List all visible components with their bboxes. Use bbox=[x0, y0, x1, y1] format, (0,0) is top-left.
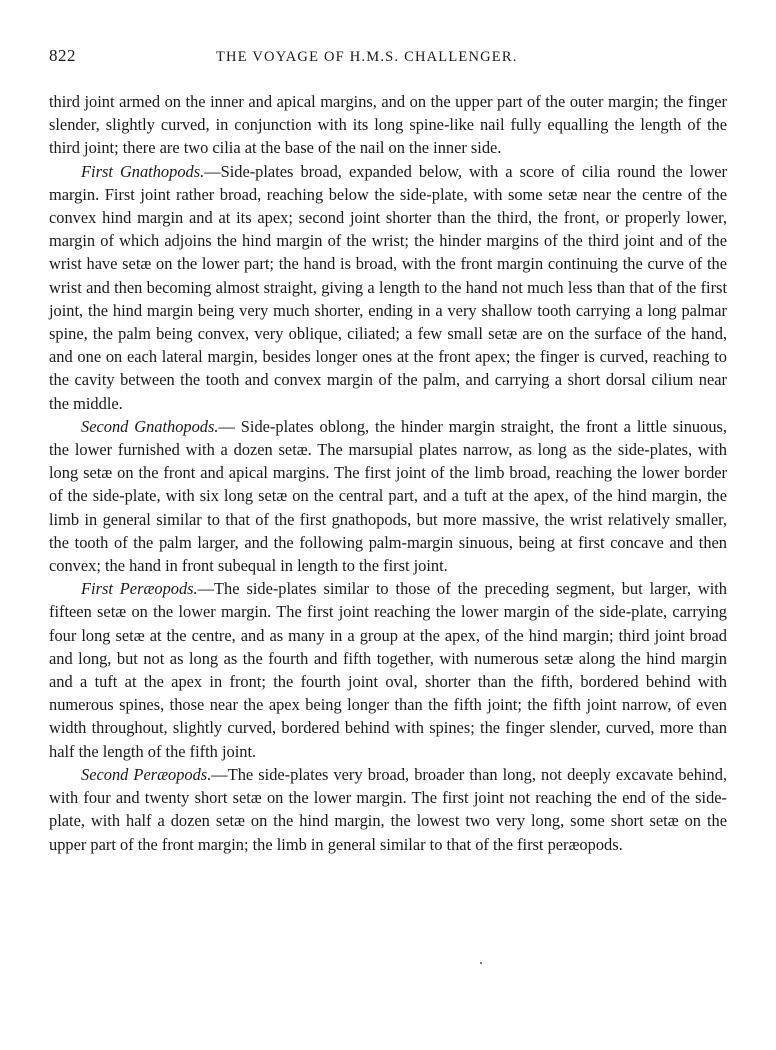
section-title: Second Gnathopods. bbox=[81, 416, 219, 436]
paragraph-continuation bbox=[49, 90, 727, 160]
body-text bbox=[49, 90, 727, 856]
section-title: Second Peræopods. bbox=[81, 764, 212, 784]
section-title: First Peræopods. bbox=[81, 579, 198, 599]
page-number: 822 bbox=[49, 46, 76, 65]
print-speck bbox=[480, 962, 482, 964]
paragraph-text: — Side-plates oblong, the hinder margin straight, the front a little sinuous, the lower furnished with a dozen setæ. The marsupial plates narrow, as long as the side-plates, with long setæ on the front and apical margins. The first joint of the limb broad, reaching the lower border of the side-plate, with six long setæ on the central part, and a tuft at the apex, of the hind margin, the limb in general similar to that of the first gnathopods, but more massive, the wrist relatively smaller, the tooth of the palm larger, and the following palm-margin sinuous, being at first concave and then convex; the hand in front subequal in length to the first joint. bbox=[49, 416, 727, 576]
paragraph-first-gnathopods bbox=[49, 160, 727, 415]
book-page bbox=[49, 46, 727, 856]
paragraph-text: —The side-plates very broad, broader than long, not deeply excavate behind, with four and twenty short setæ on the lower margin. The first joint not reaching the end of the side-plate, with half a dozen setæ on the hind margin, the lowest two very long, some short setæ on the upper part of the front margin; the limb in general similar to that of the first peræopods. bbox=[49, 764, 727, 854]
paragraph-text: —The side-plates similar to those of the preceding segment, but larger, with fifteen setæ on the lower margin. The first joint reaching the lower margin of the side-plate, carrying four long setæ at the centre, and as many in a group at the apex, of the hind margin; third joint broad and long, but not as long as the fourth and fifth together, with numerous setæ along the hind margin and a tuft at the apex in front; the fourth joint oval, shorter than the fifth, bordered behind with numerous spines, those near the apex being longer than the fifth joint; the fifth joint narrow, of even width throughout, slightly curved, bordered behind with spines; the finger slender, curved, more than half the length of the fifth joint. bbox=[49, 579, 727, 761]
paragraph-second-gnathopods bbox=[49, 415, 727, 577]
paragraph-second-peraeopods bbox=[49, 763, 727, 856]
paragraph-text: third joint armed on the inner and apical margins, and on the upper part of the outer margin; the finger slender, slightly curved, in conjunction with its long spine-like nail fully equalling the length of the third joint; there are two cilia at the base of the nail on the inner side. bbox=[49, 92, 727, 158]
section-title: First Gnathopods. bbox=[81, 161, 205, 181]
page-header bbox=[49, 46, 727, 74]
paragraph-first-peraeopods bbox=[49, 577, 727, 763]
running-title: THE VOYAGE OF H.M.S. CHALLENGER. bbox=[216, 49, 518, 65]
paragraph-text: —Side-plates broad, expanded below, with a score of cilia round the lower margin. First joint rather broad, reaching below the side-plate, with some setæ near the centre of the convex hind margin and at its apex; second joint shorter than the third, the front, or properly lower, margin of which adjoins the hind margin of the wrist; the hinder margins of the third joint and of the wrist have setæ on the lower part; the hand is broad, with the front margin continuing the curve of the wrist and then becoming almost straight, giving a length to the hand not much less than that of the first joint, the hind margin being very much shorter, ending in a very shallow tooth carrying a long palmar spine, the palm being convex, very oblique, ciliated; a few small setæ are on the surface of the hand, and one on each lateral margin, besides longer ones at the front apex; the finger is curved, reaching to the cavity between the tooth and convex margin of the palm, and carrying a short dorsal cilium near the middle. bbox=[49, 161, 727, 413]
